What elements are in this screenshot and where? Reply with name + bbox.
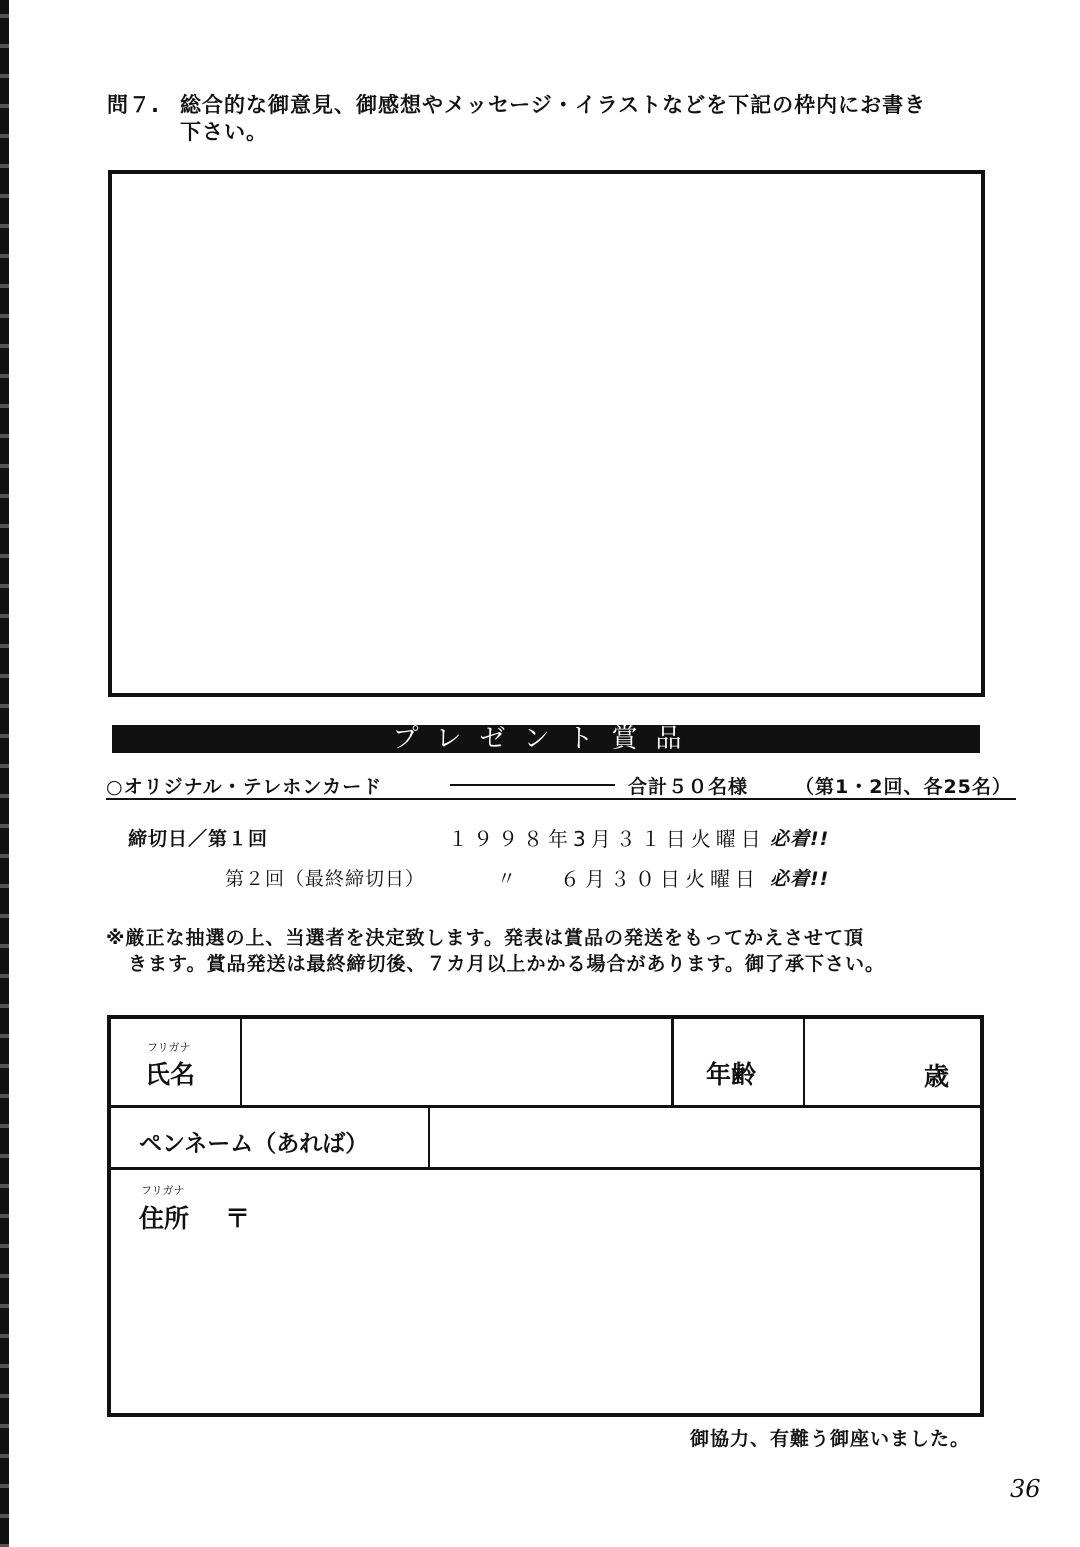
ditto-mark: 〃 <box>497 868 518 890</box>
binding-edge <box>0 0 9 1547</box>
entry-form <box>107 1015 984 1417</box>
thanks-footer: 御協力、有難う御座いました。 <box>690 1428 971 1450</box>
dash-line <box>450 784 615 786</box>
col-divider <box>428 1105 430 1169</box>
question-number: 問７. <box>107 93 160 117</box>
question-text-line1: 総合的な御意見、御感想やメッセージ・イラストなどを下記の枠内にお書き <box>180 93 927 117</box>
penname-field[interactable] <box>431 1108 980 1167</box>
name-furigana-label: フリガナ <box>147 1041 191 1054</box>
deadline-label: 締切日／第１回 <box>128 828 269 850</box>
notice-line1: ※厳正な抽選の上、当選者を決定致します。発表は賞品の発送をもってかえさせて頂 <box>106 927 864 949</box>
prize-total: 合計５０名様 <box>628 776 749 798</box>
prize-underline <box>106 798 1016 800</box>
deadline-second-note: 必着!! <box>770 868 830 890</box>
penname-label: ペンネーム（あれば） <box>139 1131 369 1157</box>
question-text-line2: 下さい。 <box>180 120 268 144</box>
deadline-first-date: １９９８年3月３１日火曜日 <box>448 827 766 851</box>
prize-detail: （第1・2回、各25名） <box>795 776 1012 798</box>
prize-name: ○オリジナル・テレホンカード <box>106 776 383 798</box>
comment-box[interactable] <box>108 170 985 697</box>
address-field[interactable] <box>261 1170 980 1413</box>
prize-banner: プレゼント賞品 <box>112 725 980 753</box>
name-label: 氏名 <box>145 1060 196 1089</box>
deadline-second-label: 第２回（最終締切日） <box>225 868 426 890</box>
col-divider <box>240 1019 242 1105</box>
name-field[interactable] <box>243 1019 671 1105</box>
notice-line2: きます。賞品発送は最終締切後、７カ月以上かかる場合があります。御了承下さい。 <box>128 953 885 975</box>
col-divider <box>671 1019 674 1105</box>
age-unit: 歳 <box>924 1062 950 1091</box>
age-field[interactable] <box>806 1019 980 1105</box>
deadline-first-note: 必着!! <box>770 828 830 850</box>
col-divider <box>803 1019 805 1105</box>
address-furigana-label: フリガナ <box>141 1184 185 1197</box>
address-label: 住所 <box>139 1204 190 1233</box>
page-number: 36 <box>1010 1475 1041 1503</box>
deadline-second-date: ６月３０日火曜日 <box>560 867 760 891</box>
age-label: 年齢 <box>706 1060 757 1089</box>
postal-mark: 〒 <box>225 1204 251 1233</box>
